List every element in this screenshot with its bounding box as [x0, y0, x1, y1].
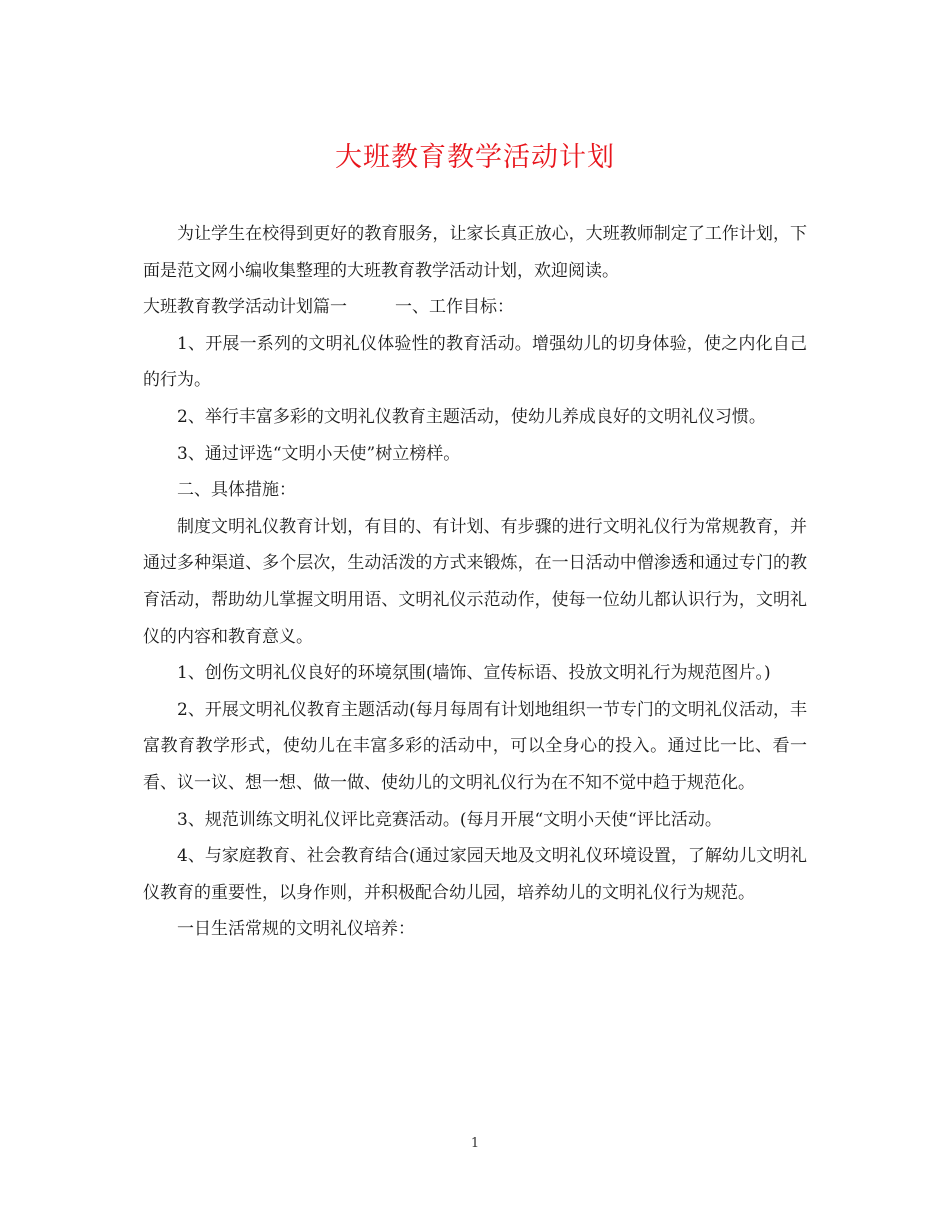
- measure-paragraph-1: 1、创伤文明礼仪良好的环境氛围(墙饰、宣传标语、投放文明礼行为规范图片。): [177, 663, 771, 684]
- measures-intro-paragraph: 制度文明礼仪教育计划，有目的、有计划、有步骤的进行文明礼仪行为常规教育，并通过多种渠道、多个层次，生动活泼的方式来锻炼，在一日活动中僧渗透和通过专门的教育活动，帮助幼儿掌握文明用语、文明礼仪示范动作，使每一位幼儿都认识行为，文明礼仪的内容和教育意义。: [143, 516, 807, 647]
- daily-heading: 一日生活常规的文明礼仪培养：: [177, 919, 415, 940]
- document-body: [143, 216, 807, 948]
- page-number: 1: [470, 1136, 480, 1151]
- measure-paragraph-4: 4、与家庭教育、社会教育结合(通过家园天地及文明礼仪环境设置，了解幼儿文明礼仪教育的重要性，以身作则，并积极配合幼儿园，培养幼儿的文明礼仪行为规范。: [143, 846, 807, 903]
- document-title: 大班教育教学活动计划: [335, 142, 615, 173]
- goal-paragraph-2: 2、举行丰富多彩的文明礼仪教育主题活动，使幼儿养成良好的文明礼仪习惯。: [177, 406, 766, 427]
- section-line: [143, 289, 807, 326]
- measure-paragraph-2: 2、开展文明礼仪教育主题活动(每月每周有计划地组织一节专门的文明礼仪活动，丰富教育教学形式，使幼儿在丰富多彩的活动中，可以全身心的投入。通过比一比、看一看、议一议、想一想、做一做、使幼儿的文明礼仪行为在不知不觉中趋于规范化。: [143, 699, 807, 793]
- intro-paragraph: 为让学生在校得到更好的教育服务，让家长真正放心，大班教师制定了工作计划，下面是范文网小编收集整理的大班教育教学活动计划，欢迎阅读。: [143, 224, 807, 281]
- goal-paragraph-1: 1、开展一系列的文明礼仪体验性的教育活动。增强幼儿的切身体验，使之内化自己的行为。: [143, 333, 807, 391]
- section-heading-measures: 二、具体措施：: [177, 480, 296, 501]
- measure-paragraph-3: 3、规范训练文明礼仪评比竞赛活动。(每月开展“文明小天使“评比活动。: [177, 809, 722, 830]
- section-heading-goals: 一、工作目标：: [395, 297, 514, 318]
- goal-paragraph-3: 3、通过评选“文明小天使”树立榜样。: [177, 443, 461, 464]
- section-label: 大班教育教学活动计划篇一: [143, 297, 347, 318]
